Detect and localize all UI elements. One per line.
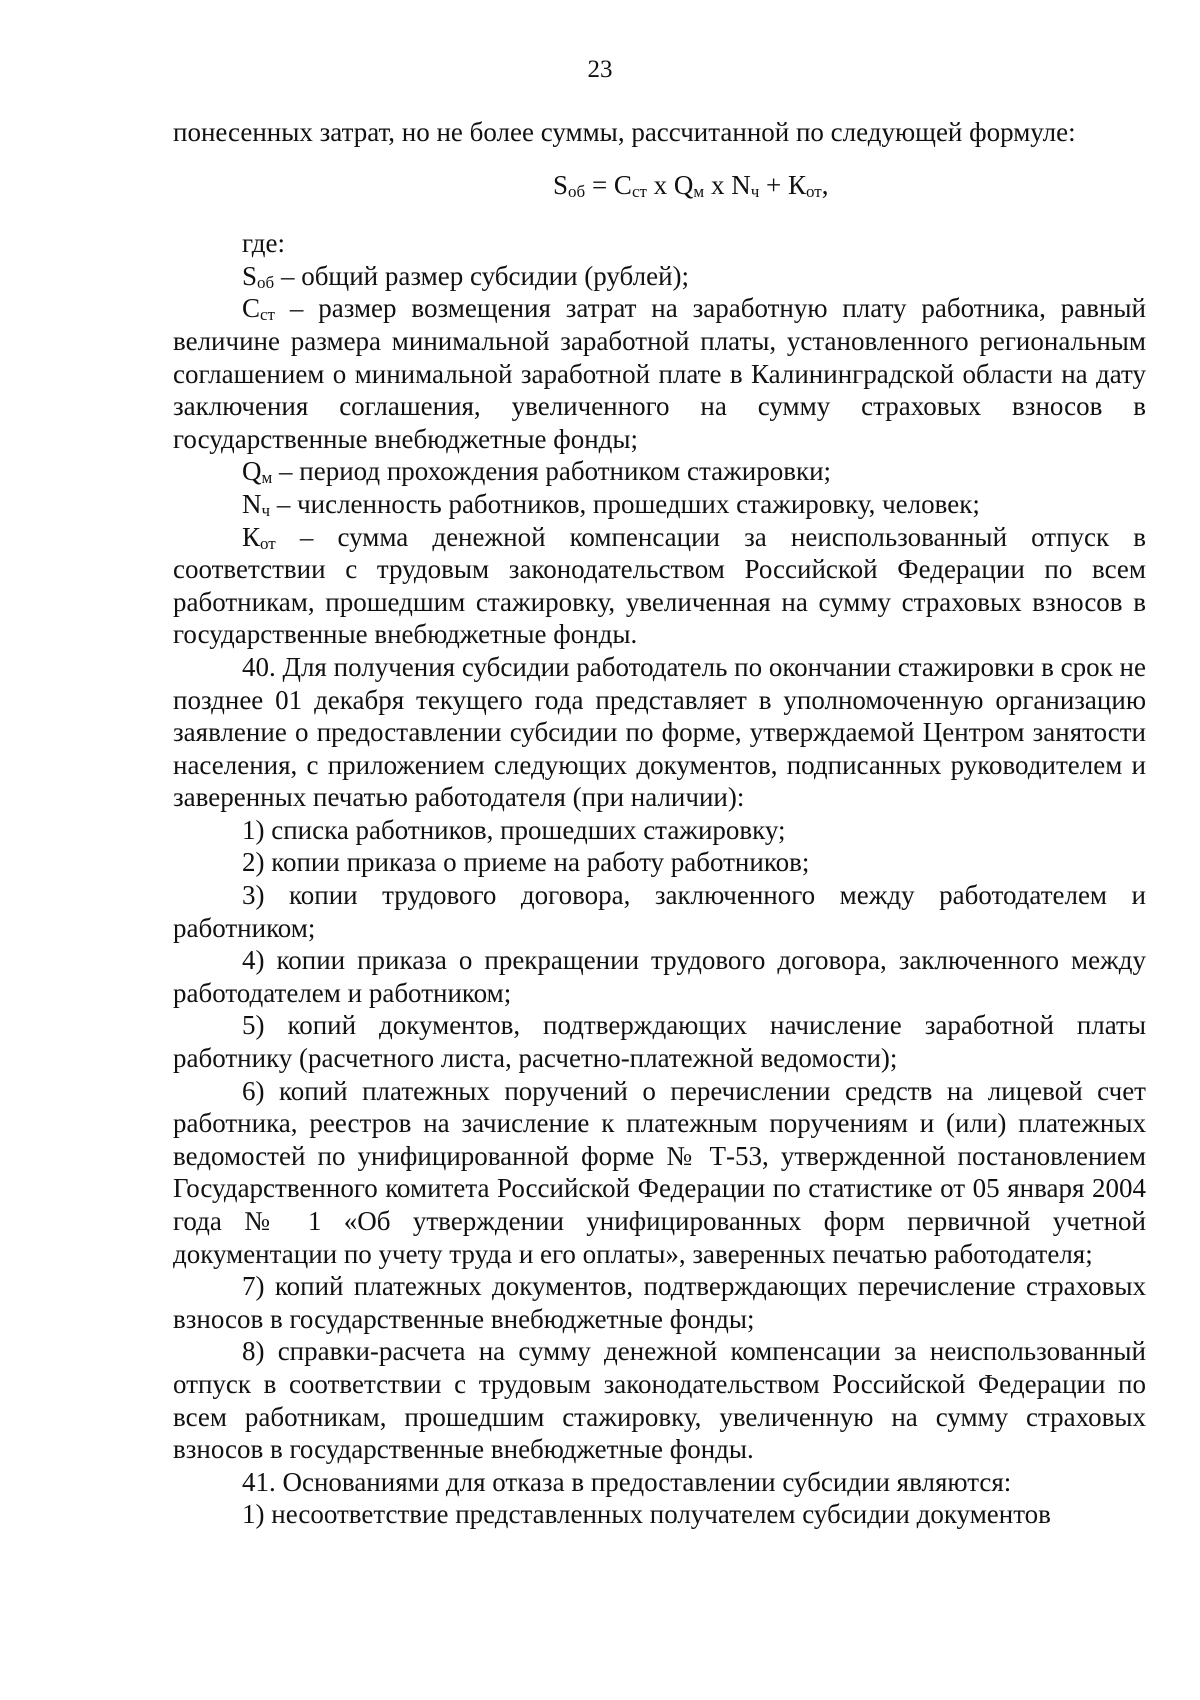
definition-symbol-sub: от	[260, 533, 276, 553]
formula-x1: х	[646, 169, 674, 200]
list-item: 7) копий платежных документов, подтверждающих перечисление страховых взносов в государственные внебюджетные фонды;	[173, 1271, 1146, 1334]
list-item: 6) копий платежных поручений о перечислении средств на лицевой счет работника, реестров на зачисление к платежным поручениям и (или) платежных ведомостей по унифицированной форме № Т-53, утвержденной постановлением Государственного комитета Российской Федерации по статистике от 05 января 2004 года № 1 «Об утверждении унифицированных форм первичной учетной документации по учету труда и его оплаты», заверенных печатью работодателя;	[173, 1075, 1146, 1269]
definition-symbol: Q	[242, 456, 262, 487]
definition-symbol: S	[242, 260, 258, 291]
formula-end: ,	[821, 169, 829, 200]
formula	[173, 169, 1146, 202]
formula-c-sub: ст	[631, 181, 647, 201]
definition-symbol-sub: ст	[260, 305, 275, 325]
list-item: 4) копии приказа о прекращении трудового договора, заключенного между работодателем и работником;	[173, 945, 1146, 1008]
where-label: где:	[242, 228, 285, 259]
definition-s	[173, 260, 1146, 293]
list-item: 5) копий документов, подтверждающих начисление заработной платы работнику (расчетного листа, расчетно-платежной ведомости);	[173, 1010, 1146, 1074]
paragraph-41: 41. Основаниями для отказа в предоставлении субсидии являются:	[242, 1466, 1012, 1497]
definition-text: – период прохождения работником стажировки;	[272, 456, 832, 487]
definition-k	[173, 521, 1146, 651]
list-item: 8) справки-расчета на сумму денежной компенсации за неиспользованный отпуск в соответствии с трудовым законодательством Российской Федерации по всем работникам, прошедшим стажировку, увеличенную на сумму страховых взносов в государственные внебюджетные фонды.	[173, 1336, 1146, 1465]
definition-text: – численность работников, прошедших стажировку, человек;	[270, 488, 980, 519]
formula-k-sub: от	[806, 181, 822, 201]
formula-eq: =	[585, 169, 614, 200]
definition-text: – сумма денежной компенсации за неиспользованный отпуск в соответствии с трудовым законодательством Российской Федерации по всем работникам, прошедшим стажировку, увеличенная на сумму страховых взносов в государственные внебюджетные фонды.	[173, 521, 1146, 650]
definition-symbol: N	[242, 488, 262, 519]
definition-symbol: К	[242, 521, 261, 552]
definition-symbol-sub: об	[257, 272, 275, 292]
definition-n	[173, 488, 1146, 521]
formula-n-sub: ч	[750, 181, 760, 201]
formula-x2: х	[704, 169, 732, 200]
definition-text: – размер возмещения затрат на заработную плату работника, равный величине размера минимальной заработной платы, установленного региональным соглашением о минимальной заработной плате в Калининградской области на дату заключения соглашения, увеличенного на сумму страховых взносов в государственные внебюджетные фонды;	[173, 293, 1146, 454]
paragraph-40: 40. Для получения субсидии работодатель по окончании стажировки в срок не позднее 01 декабря текущего года представляет в уполномоченную организацию заявление о предоставлении субсидии по форме, утверждаемой Центром занятости населения, с приложением следующих документов, подписанных руководителем и заверенных печатью работодателя (при наличии):	[173, 651, 1146, 813]
formula-s: S	[553, 169, 569, 200]
definition-symbol-sub: м	[261, 468, 273, 488]
document-body	[173, 116, 1146, 1531]
list-item: 2) копии приказа о приеме на работу работников;	[242, 847, 810, 878]
list-item: 1) несоответствие представленных получателем субсидии документов	[242, 1499, 1051, 1530]
list-item: 3) копии трудового договора, заключенного между работодателем и работником;	[173, 880, 1146, 943]
page-number: 23	[587, 56, 613, 83]
list-item: 1) списка работников, прошедших стажировку;	[242, 814, 786, 845]
formula-c: С	[613, 169, 632, 200]
definition-symbol-sub: ч	[261, 500, 271, 520]
formula-q-sub: м	[693, 181, 705, 201]
formula-s-sub: об	[568, 181, 586, 201]
definition-c	[173, 292, 1146, 455]
formula-q: Q	[673, 169, 694, 200]
formula-plus: +	[759, 169, 788, 200]
definition-text: – общий размер субсидии (рублей);	[274, 260, 690, 291]
intro-line: понесенных затрат, но не более суммы, рассчитанной по следующей формуле:	[173, 117, 1076, 147]
formula-n: N	[731, 169, 751, 200]
formula-k: К	[787, 169, 806, 200]
definition-q	[173, 455, 1146, 488]
definition-symbol: С	[242, 293, 261, 324]
